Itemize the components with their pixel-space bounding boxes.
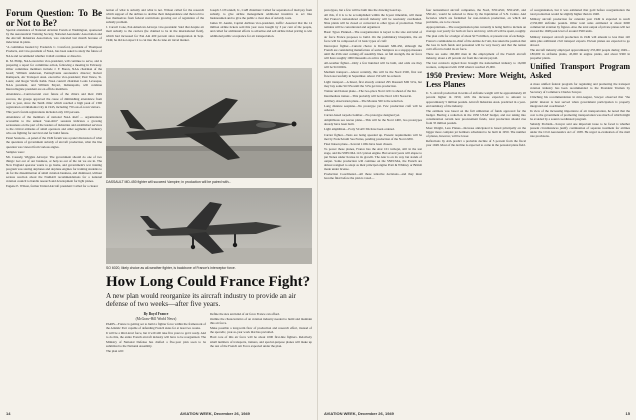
left-col1-para: Special attendance of National Aviation Forum at Washington, sponsored by the Aeronautical Training Society, National Aeronautic Association and the Aircraft Industries Association, was canceled last month because of indecision in plans. [6, 28, 102, 45]
transport-subhead: Unified Transport Program Asked [530, 62, 630, 81]
right-col3-para: In view of the increasing importance of air transportation, he noted that the cost to the government of promoting transportation was much of which might be avoided by a sound coordinated program. [530, 108, 630, 121]
left-col3-para: James W. Austin, Capital Airlines vice-president, traffic: Asserted that the 14 million airline tickets sold this year were bought by 3 per cent of the people, and called for additional efforts to advertise and sell airline ticket pricing to win additional public acceptance for air transportation. [210, 21, 312, 38]
right-col2-para: Appropriations—The reorganization plan currently is being built to include an average cost yearly for both air force and navy, with all will be spent, roughly. The plan calls for a budget of about $175 million, at present rate of exchange. [426, 25, 526, 38]
byline: By Boyd France [143, 312, 169, 316]
right-col2-para: four nationalized aircraft companies, the Nord, SNCASO, SNCASE, and SNCAC, would be reduced to three by the liquidation of S.N. Centre. And factories which are furnished for non-aviation production, on which aid problems, are to be closed. [426, 8, 526, 25]
right-col1-para: Amphibious sea rescue plane—This will be the Nord 1400, two prototypes already have been built. [324, 118, 422, 127]
left-col1-para: R. M. Philip, NAA executive vice-president, will continue to serve, and is preparing a report for committee action, following a meeting in February. Other committee members include J. F. Baron, NAA chairman of the board; William Anderson, Pennsylvania aeronautics director; Robert Ramspeck, Air Transport Assn. executive vice-president; Paul Vance, St. Louis; and Roger Wolfe Kahn. NAA council chairmen Louis Levesque, NAA president, and William Enyart, Indianapolis, will continue Intercollegiate president are ex-officio members. [6, 58, 102, 92]
right-col1-para: Carrier fighter—Tests are being speeded up. Present requirements will be met by French-built Sea Furies, pending production of the Nord 2200. [324, 132, 422, 141]
article-body-col2 [210, 312, 312, 410]
article-para: Outline the characteristics of an aviation industry needed to build and maintain this air force. [210, 317, 312, 326]
right-col1-para: prototypes, but a few will be built into the drawing board up. [324, 8, 402, 12]
article-para: Hard core of this air force will be about 1000 first-line fighters. Relatively small numbers of transports, trainers, and special-purpose planes will make up the rest of the French Air Force expected under the plan. [210, 335, 312, 348]
right-col1-para: Light transport—A lineal, first already ordered 295 Dassault MD 315s, but may buy some SO 95s until the 315s get into production. [324, 79, 422, 88]
article-body-col1 [106, 312, 206, 410]
left-col3 [210, 8, 312, 66]
left-page-number: 14 [6, 411, 11, 416]
article-para: Make possible a long-term flow of production and research effort, instead of the sporadic, year-to-year work that has prevailed. [210, 326, 312, 335]
right-col3-para: Clinching his recommendation in mid-August, Sawyer observed that "the public interest is best served when government participation is properly integrated and coordinated." [530, 95, 630, 108]
so6020-photo [106, 188, 312, 264]
left-col1 [6, 8, 102, 404]
right-col1-para: To power these planes, France has the Atar 101 turbojet, still in the test stage, and the SNECMA 14 U piston engine. But several years will elapse to put Nenes under license in its growth. The Atar is on its way but stands of output. Some production will continue on the SNECMA, the French are almost resigned to adopt as their principal engine Pratt & Whitney or British made under license. [324, 146, 422, 172]
article-para: Define the size and kind of air force France can afford. [210, 312, 280, 316]
dassault-md450-photo [106, 68, 312, 178]
forum-headline: Forum Question: To Be or Not to Be? [6, 8, 102, 28]
right-col1-para: Interceptor fighter—Current choice is Dassault MD-450, although the French are considering manufacture of some Vampires as a stopgap measure until the 450s start coming off assembly lines. At full strength, the air force will have roughly 1000 Dassaults on active duty. [324, 43, 422, 61]
right-col1-para: All-weather fighter—Only a few hundred will be built, and odds are they will be SO 6020s. [324, 61, 422, 70]
right-col2-para: The estimate was based on the full utilization of funds approved for the budget. Barring a reduction in the 1950 USAF budget, and not taking into consideration certain new procurement funds, total production should rise from 35 million pounds. [426, 108, 526, 125]
right-col1-para: Artillery observation plane—The Morane 500 is the selection. [324, 98, 404, 103]
md450-caption: DASSAULT MD-450 fighter will succeed Vampire; in production will be paired with... [106, 180, 232, 184]
right-col2 [426, 8, 526, 408]
right-col3 [530, 8, 630, 408]
right-col2-para: Most Weight, Less Planes—Increase anticipated is based principally on the bigger more complex jet bombers scheduled to be built in 1950. The number of planes, however, will be lower. [426, 126, 526, 139]
right-col3-para: Military aircraft production for calendar year 1949 is expected to reach 2,550,000 airframe pounds. Other total sales estimated at about 6000 commercial aviation by figures. Also the total output of private planes will not exceed the 1948 peak level of around 3500 units. [530, 17, 630, 34]
right-col1 [324, 8, 422, 408]
right-page [318, 0, 636, 420]
byline-affiliation: (McGraw-Hill World News) [135, 317, 177, 322]
right-col2-para: Reflections by AIA predict a probable decline of 5 percent from the fiscal year 1948. Most of the decline is expected to come in the personal plane field. [426, 139, 526, 148]
right-col1-para: Intermediate trainer—This probably will be the Nord 1201 Norecrin. [324, 93, 412, 98]
so6020-caption: SO 6020, likely choice as all-weather fighter, is backbone of France's interceptor force. [106, 266, 236, 270]
article-para: The plan will: [106, 348, 124, 353]
left-col1-para: Samples were: [6, 149, 25, 154]
left-col2 [106, 8, 204, 66]
left-footer-publication: AVIATION WEEK, December 26, 1949 [180, 411, 250, 416]
right-col1-para: Basic Types Planned—The reorganization is keyed to the size and kind of air force France proposes to build. On the preliminary blueprints, the air force will be composed of 12 basic types of craft: [324, 30, 422, 43]
right-col1-para: Fleet liaison plane—Several 1100s have been chosen. [324, 141, 393, 146]
right-col2-para: France's commander-in-chief of the Armée de l'Air, has taken the position that the loss in both funds and personnel will be very heavy and that the nation can't afford to build its air force. [426, 38, 526, 51]
right-col1-para: Production Coordinated—All these tentative decisions—and they must become final before the plan is voted— [324, 172, 422, 181]
left-col1-para: This year's forum registrations included only 100 persons. [6, 109, 81, 114]
so6020-plane-icon [106, 188, 312, 264]
left-col1-para: Panel Sessions—A panel of the 1949 forum was a panel discussion of what the questions of government subsidy of aircraft production, what the line question was viewed from various angles. [6, 136, 102, 149]
right-col3-para: A more unified federal program for regulating and promoting the transport aviation industry has been recommended to the President Truman by Secretary of Commerce Charles Sawyer. [530, 82, 630, 95]
main-headline: How Long Could France Fight? [106, 274, 311, 290]
article-deck: A new plan would reorganize its aircraft industry to provide an air defense of two weeks—after five years. [106, 292, 297, 309]
right-col3-para: Subsidy Problem—Sawyer said one important issue to be faced is whether present circumstances justify continuation of separate treatment for airlines under the Civil Aeronautics Act of 1938. He urged re-evaluation of the mail rate provisions. [530, 121, 630, 139]
left-col2-para: J. Carroll Cone, Pan American Airways vice-president: Said that despite air mail subsidy to the carriers (he claimed to be in the international field), which had increased for Pan Am 400 percent since inauguration in Sept. 1949, he did not expect it to cut into the do lane air travel market. [106, 25, 204, 42]
right-col3-para: Military transport aircraft production in 1949 will amount to less than 120 units plus additional civil transport exports. Eleven planes are expected to go abroad. [530, 34, 630, 47]
right-col1-para: Carrier-based torpedo bomber—No prototype designed yet. [324, 113, 401, 118]
left-col1-para: Eugene E. Wilson, former United Aircraft president: Called for a clearer [6, 184, 99, 189]
preview-subhead: 1950 Preview: More Weight, Less Planes [426, 71, 526, 90]
left-col3-para: Joseph J. O'Connell, Jr., CAB chairman: Called for separation of mail pay from subsidy, to give airline management additional incentive to act like businessmen and to give the public a clear idea of subsidy costs. [210, 8, 312, 21]
left-col1-para: Attendance—Controversial over future of the clinics and their 1949 success, the groups approved the cause of diminishing attendance from year to year, since the Tenth clinic which reached a high peak of 1300 registration at Oklahoma City in 1945, including 750 out-of-town visitors. [6, 92, 102, 109]
right-col3-para: The aircraft industry employed approximately 255,000 people during 1949—180,000 in airframe plants, 45,000 in engine plants, and about 9300 in propeller plants. [530, 47, 630, 61]
article-para: PARIS—France is getting set to build a fighter force within the framework of the Atlantic Pact capable of defending French skies for at least two weeks. [106, 322, 206, 331]
right-col2-para: There are some 160,000 men in the employment of the French aircraft industry, about a 20 percent cut from the current payroll. [426, 51, 526, 61]
right-col1-para: Light amphibian—Forty SCAN 30s have been ordered. [324, 127, 395, 132]
right-col1-para: Medium transport—About certainly, this will be the Nord 2500, first test flown successfully in September. About 150 will be ordered. [324, 70, 422, 79]
right-col1-para: Trainer and liaison plane—The two-place Nord 1221 is ahead of the list. [324, 88, 417, 93]
right-col1-para: Long distance seaplane—No prototype yet. Few production craft will be ordered. [324, 103, 422, 113]
right-col2-para: U. S. aircraft production in terms of airframe weight will be approximately 20 percent higher in 1950, with the increase expected to amount to approximately 5 million pounds. Aircraft Industries Assn. predicted in a year-end summary of the industry. [426, 91, 526, 108]
right-footer-publication: AVIATION WEEK, December 26, 1949 [324, 411, 394, 416]
left-col2-para: notion of what is subsidy and what is not. Wilson called for the research which support of the airlines to decline their independence and then told to free themselves from federal restrictions growing out of regulation of the subsidy problem. [106, 8, 204, 25]
right-page-number: 15 [625, 411, 630, 416]
left-col1-para: Attendance of the members of national NAA shelf ... organizations accessible to the annual "non-shirt" sessions indicates a growing seriousness on the part of the leaders of industries and established services to the critical attitudes of small operators and other segments of industry who are fighting for survival and for build future. [6, 114, 102, 136]
article-para: It will be a third-level force, but it will still take five years to get it ready. And to do this, the entire French aircraft industry will have to be reorganized. The Ministry of National Defense has drafted a five-year plan soon to be submitted to the National Assembly. [106, 331, 206, 348]
left-col1-para: Mr. Cassady, Wiggins Airways: The government should do one of two things: Get out of our business, or help us out of the rut we are in. The New England operator wants to go home, and government's war training program was staring airplanes and airplane engines for training students to do for the dissemination of small aviation business, and dismissed, without serious reaction about the NARAD recommendations for a national aviation council to handle research and development for light planes. [6, 154, 102, 184]
left-col1-para: "A committee headed by Frederick C. Crawford, president of Thompson Products, and vice-president of NAA, has been asked to study the future of NAA and recommend whether it shall continue or dissolve. [6, 45, 102, 58]
right-col2-para: The last contracts signed have brought the nationalized industry to 16,000 workers, compared with 1938 when it reached 25,000. [426, 61, 526, 70]
right-col1-para: All this, if it is to be accomplished within the 6-year timetable, will mean that France's nationalized aircraft industry will be resolutely overhauled. Nine plants will be closed or converted to other types of production. What remains will be concentrated and organized. [324, 13, 422, 30]
right-col3-para: of reorganization, but it was estimated that gold before reorganization the total production would be slightly higher than in 1948. [530, 8, 630, 17]
md450-plane-icon [106, 68, 312, 178]
